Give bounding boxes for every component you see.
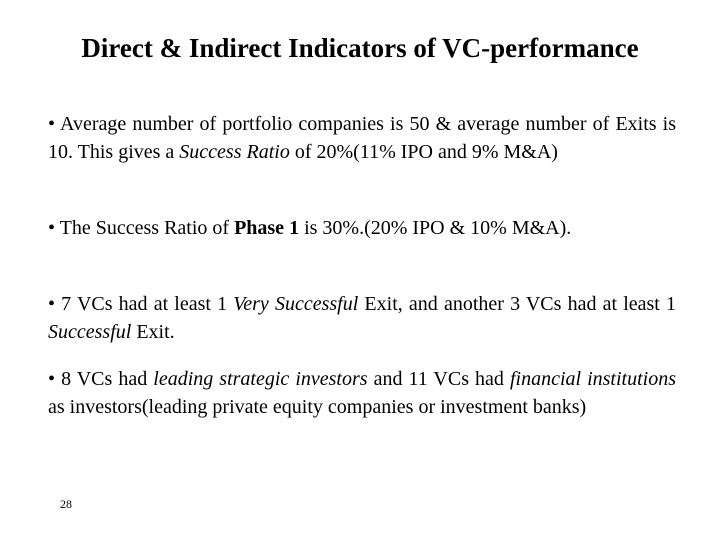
bullet-text: Exit. [131, 321, 175, 343]
bullet-marker: • [48, 217, 56, 239]
bullet-emphasis: Success Ratio [179, 141, 290, 163]
bullet-text: and 11 VCs had [367, 368, 510, 390]
bullet-text: as investors(leading private equity companies or investment banks) [48, 396, 587, 418]
bullet-marker: • [48, 293, 56, 315]
bullet-text: The Success Ratio of [59, 217, 235, 239]
bullet-marker: • [48, 368, 56, 390]
bullet-strong: Phase 1 [234, 217, 300, 239]
bullet-text: Average number of portfolio companies is 50 & average number of Exits is 10. This gives a [48, 113, 676, 163]
bullet-item [48, 290, 676, 346]
page-number: 28 [60, 497, 72, 511]
bullet-marker: • [48, 113, 56, 135]
slide-title: Direct & Indirect Indicators of VC-performance [81, 33, 639, 63]
bullet-emphasis: Successful [48, 321, 132, 343]
bullet-item [48, 365, 676, 421]
bullet-emphasis: leading strategic investors [153, 368, 368, 390]
bullet-text: Exit, and another 3 VCs had at least 1 [358, 293, 677, 315]
bullet-text: of 20%(11% IPO and 9% M&A) [289, 141, 558, 163]
bullet-item [48, 214, 676, 242]
bullet-item [48, 110, 676, 166]
bullet-emphasis: Very Successful [233, 293, 359, 315]
bullet-text: 8 VCs had [61, 368, 154, 390]
bullet-text: 7 VCs had at least 1 [61, 293, 234, 315]
bullet-emphasis: financial institutions [509, 368, 677, 390]
bullet-text: is 30%.(20% IPO & 10% M&A). [299, 217, 572, 239]
